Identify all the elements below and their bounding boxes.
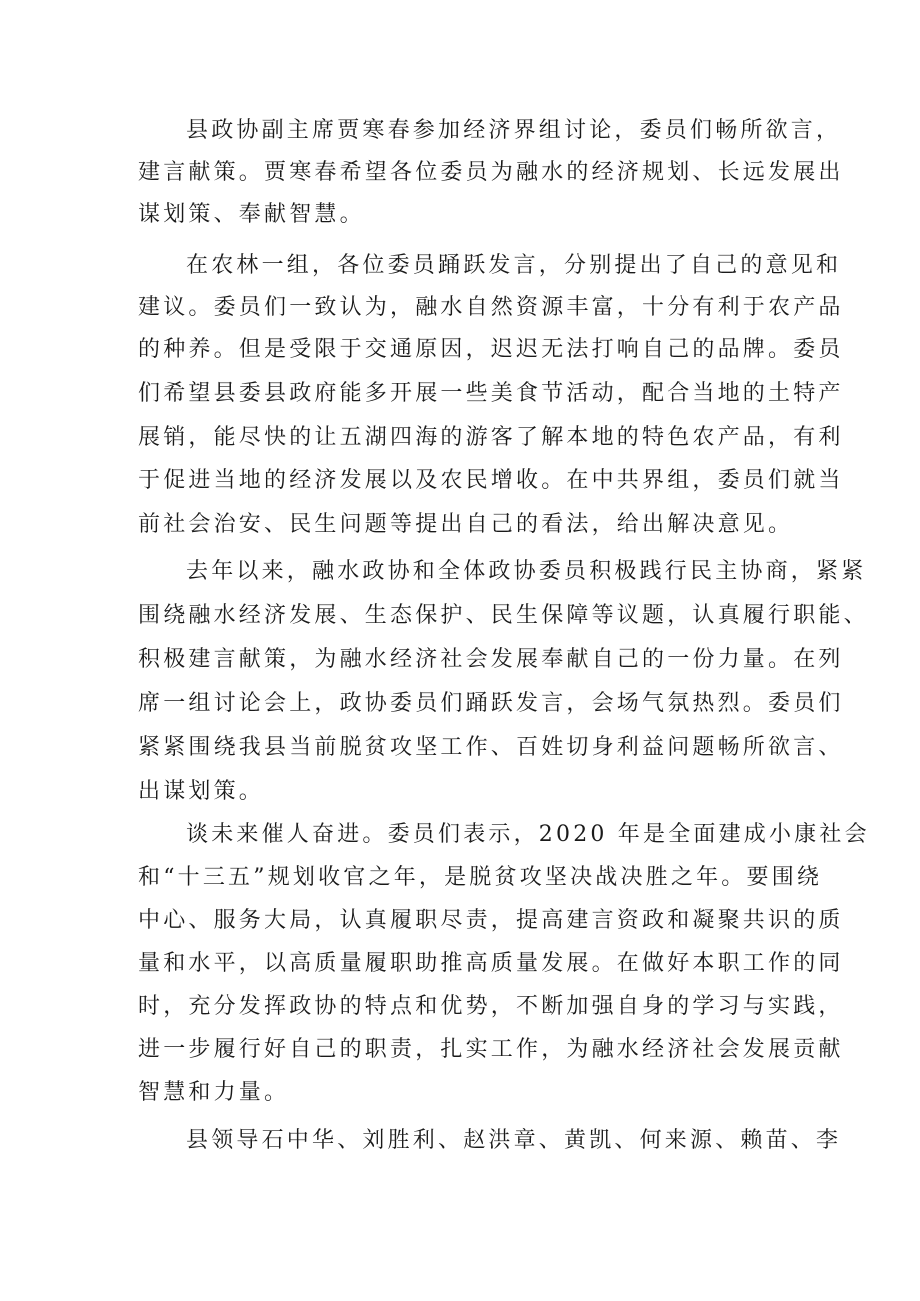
paragraph-4-line-7: 智慧和力量。 [138, 1080, 290, 1105]
paragraph-2-line-6: 于促进当地的经济发展以及农民增收。在中共界组，委员们就当 [138, 468, 844, 493]
paragraph-2-line-7: 前社会治安、民生问题等提出自己的看法，给出解决意见。 [138, 512, 794, 537]
paragraph-1-line-3: 谋划策、奉献智慧。 [138, 202, 365, 227]
paragraph-2-line-2: 建议。委员们一致认为，融水自然资源丰富，十分有利于农产品 [138, 295, 844, 320]
paragraph-3-line-5: 紧紧围绕我县当前脱贫攻坚工作、百姓切身利益问题畅所欲言、 [138, 735, 844, 760]
paragraph-5-line-1: 县领导石中华、刘胜利、赵洪章、黄凯、何来源、赖苗、李 [186, 1128, 842, 1153]
paragraph-2-line-3: 的种养。但是受限于交通原因，迟迟无法打响自己的品牌。委员 [138, 337, 844, 362]
paragraph-2-line-5: 展销，能尽快的让五湖四海的游客了解本地的特色农产品，有利 [138, 425, 844, 450]
paragraph-2-line-4: 们希望县委县政府能多开展一些美食节活动，配合当地的土特产 [138, 381, 844, 406]
paragraph-4-line-5: 时，充分发挥政协的特点和优势，不断加强自身的学习与实践， [138, 994, 844, 1019]
paragraph-3-line-2: 围绕融水经济发展、生态保护、民生保障等议题，认真履行职能、 [138, 603, 869, 628]
paragraph-4-line-3: 中心、服务大局，认真履职尽责，提高建言资政和凝聚共识的质 [138, 908, 844, 933]
paragraph-4-line-1: 谈未来催人奋进。委员们表示，2020 年是全面建成小康社会 [186, 822, 870, 847]
paragraph-4-line-2: 和“十三五”规划收官之年，是脱贫攻坚决战决胜之年。要围绕 [138, 865, 823, 890]
paragraph-1-line-2: 建言献策。贾寒春希望各位委员为融水的经济规划、长远发展出 [138, 160, 844, 185]
paragraph-2-line-1: 在农林一组，各位委员踊跃发言，分别提出了自己的意见和 [186, 253, 842, 278]
paragraph-3-line-3: 积极建言献策，为融水经济社会发展奉献自己的一份力量。在列 [138, 647, 844, 672]
paragraph-4-line-4: 量和水平，以高质量履职助推高质量发展。在做好本职工作的同 [138, 951, 844, 976]
paragraph-1-line-1: 县政协副主席贾寒春参加经济界组讨论，委员们畅所欲言， [186, 118, 842, 143]
paragraph-3-line-6: 出谋划策。 [138, 779, 265, 804]
paragraph-3-line-1: 去年以来，融水政协和全体政协委员积极践行民主协商，紧紧 [186, 559, 867, 584]
paragraph-4-line-6: 进一步履行好自己的职责，扎实工作，为融水经济社会发展贡献 [138, 1037, 844, 1062]
paragraph-3-line-4: 席一组讨论会上，政协委员们踊跃发言，会场气氛热烈。委员们 [138, 691, 844, 716]
